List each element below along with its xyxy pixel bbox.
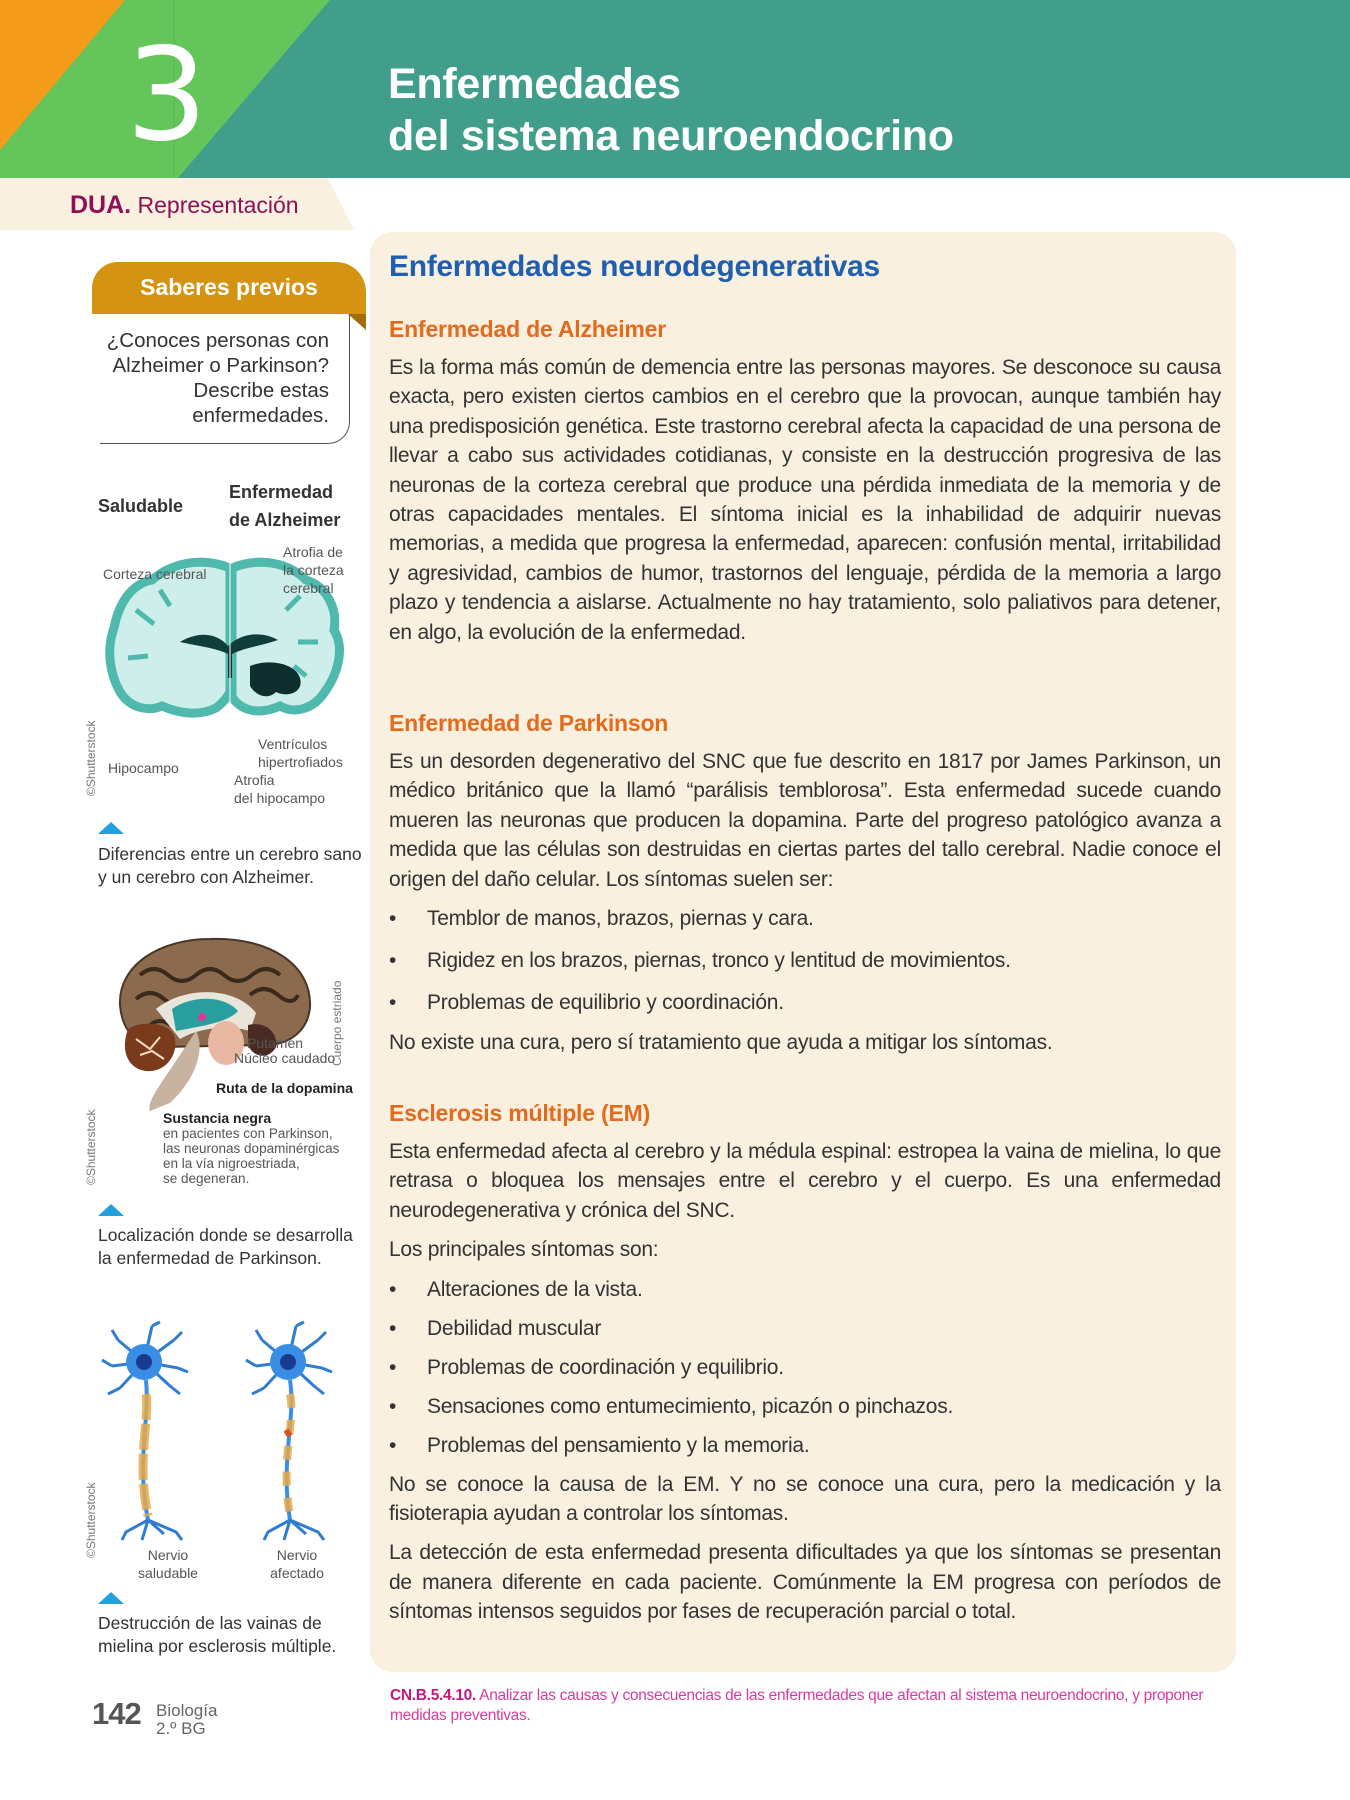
label-ventriculos-1: Ventrículos — [258, 736, 328, 752]
parkinson-figure-caption: Localización donde se desarrolla la enfermedad de Parkinson. — [98, 1225, 353, 1268]
chapter-number: 3 — [126, 21, 208, 170]
label-ruta-dopamina: Ruta de la dopamina — [216, 1080, 353, 1096]
esclerosis-section — [389, 1100, 1221, 1627]
grade-level: 2.º BG — [156, 1719, 206, 1738]
label-nervio-saludable-1: Nervio — [147, 1547, 189, 1563]
banner-stripes-decoration — [0, 0, 420, 178]
esclerosis-heading: Esclerosis múltiple (EM) — [389, 1100, 651, 1126]
esclerosis-paragraph: Esta enfermedad afecta al cerebro y la médula espinal: estropea la vaina de mielina, lo que retrasa o bloquea los mensajes entre el cerebro y el cuerpo. Es una enfermedad neurodegenerativa y crónica del SNC. — [389, 1140, 1221, 1222]
label-nervio-afectado-2: afectado — [270, 1565, 324, 1581]
list-item: • Sensaciones como entumecimiento, picazón o pinchazos. — [389, 1392, 1221, 1421]
caption-pointer-icon — [98, 1204, 124, 1216]
credit-shutterstock: ©Shutterstock — [84, 720, 98, 796]
label-sustancia-desc-3: en la vía nigroestriada, — [163, 1156, 300, 1171]
label-enfermedad-line2: de Alzheimer — [229, 510, 341, 530]
affected-neuron — [246, 1322, 332, 1540]
credit-shutterstock: ©Shutterstock — [84, 1482, 98, 1558]
label-nervio-saludable-2: saludable — [138, 1565, 198, 1581]
list-item: • Rigidez en los brazos, piernas, tronco y lentitud de movimientos. — [389, 946, 1221, 975]
parkinson-closing: No existe una cura, pero sí tratamiento que ayuda a mitigar los síntomas. — [389, 1031, 1053, 1055]
esclerosis-figure-caption: Destrucción de las vainas de mielina por esclerosis múltiple. — [98, 1613, 337, 1656]
list-item: • Temblor de manos, brazos, piernas y cara. — [389, 904, 1221, 933]
label-sustancia-negra: Sustancia negra — [163, 1110, 272, 1126]
credit-shutterstock: ©Shutterstock — [84, 1109, 98, 1185]
label-hipocampo: Hipocampo — [108, 760, 179, 776]
chapter-title-line1: Enfermedades — [388, 60, 681, 108]
standard-text: Analizar las causas y consecuencias de las enfermedades que afectan al sistema neuroendocrino, y proponer medidas preventivas. — [390, 1687, 1204, 1724]
list-item: • Debilidad muscular — [389, 1314, 1221, 1343]
question-line: ¿Conoces personas con — [106, 329, 329, 352]
esclerosis-symptoms-list — [389, 1275, 1221, 1460]
saberes-previos-box — [100, 314, 350, 444]
question-line: Describe estas — [193, 379, 329, 402]
curriculum-standard — [390, 1686, 1230, 1726]
label-ventriculos-2: hipertrofiados — [258, 754, 343, 770]
dua-label — [70, 191, 299, 220]
chapter-title-line2: del sistema neuroendocrino — [388, 112, 954, 160]
caption-pointer-icon — [98, 822, 124, 834]
label-sustancia-desc-1: en pacientes con Parkinson, — [163, 1126, 333, 1141]
neurons-myelin-illustration — [96, 1320, 356, 1560]
alzheimer-paragraph: Es la forma más común de demencia entre las personas mayores. Se desconoce su causa exacta, pero existen ciertos cambios en el cerebro que la provocan, aunque también hay una predisposición genética. Este trastorno cerebral afecta la capacidad de una persona de llevar a cabo sus actividades cotidianas, y consiste en la destrucción progresiva de las neuronas de la corteza cerebral que produce una pérdida inmediata de la memoria y de otras capacidades mentales. El síntoma inicial es la inhabilidad de adquirir nuevas memorias, a medida que progresa la enfermedad, aparecen: confusión mental, irritabilidad y agresividad, cambios de humor, trastornos del lenguaje, pérdida de la memoria a largo plazo y tendencia a aislarse. Actualmente no hay tratamiento, solo paliativos para detener, en algo, la evolución de la enfermedad. — [389, 356, 1221, 644]
section-title: Enfermedades neurodegenerativas — [389, 250, 880, 283]
parkinson-paragraph: Es un desorden degenerativo del SNC que fue descrito en 1817 por James Parkinson, un médico británico que la llamó “parálisis temblorosa”. Esta enfermedad sucede cuando mueren las neuronas que producen la dopamina. Parte del progreso patológico avanza a medida que las células son destruidas en ciertas partes del tallo cerebral. Nadie conoce el origen del daño celular. Los síntomas suelen ser: — [389, 750, 1221, 891]
label-cuerpo-estriado: Cuerpo estriado — [330, 980, 344, 1066]
esclerosis-symptoms-intro: Los principales síntomas son: — [389, 1238, 659, 1262]
list-item: • Alteraciones de la vista. — [389, 1275, 1221, 1304]
dua-bold: DUA. — [70, 191, 132, 219]
dua-strip — [0, 178, 355, 230]
caption-pointer-icon — [98, 1592, 124, 1604]
label-atrofia-corteza-2: la corteza — [283, 562, 344, 578]
alzheimer-heading: Enfermedad de Alzheimer — [389, 316, 667, 342]
healthy-neuron — [102, 1322, 188, 1540]
parkinson-symptoms-list — [389, 904, 1221, 1017]
parkinson-section — [389, 710, 1221, 1057]
esclerosis-paragraph-3: La detección de esta enfermedad presenta dificultades ya que los síntomas se presentan de manera diferente en cada paciente. Comúnmente la EM progresa con períodos de síntomas intensos seguidos por fases de recuperación parcial o total. — [389, 1541, 1221, 1624]
book-subject — [156, 1702, 217, 1738]
dua-representation: Representación — [137, 192, 299, 218]
label-corteza-cerebral: Corteza cerebral — [103, 566, 207, 582]
label-atrofia-corteza-3: cerebral — [283, 580, 334, 596]
parkinson-heading: Enfermedad de Parkinson — [389, 710, 669, 736]
question-line: enfermedades. — [192, 404, 329, 427]
question-line: Alzheimer o Parkinson? — [112, 354, 329, 377]
saberes-previos-tab — [92, 262, 366, 314]
main-content-card — [370, 232, 1236, 1672]
list-item: • Problemas del pensamiento y la memoria. — [389, 1431, 1221, 1460]
label-nervio-afectado-1: Nervio — [276, 1547, 318, 1563]
list-item: • Problemas de equilibrio y coordinación. — [389, 988, 1221, 1017]
chapter-banner — [0, 0, 1350, 178]
page-number: 142 — [92, 1696, 141, 1731]
esclerosis-paragraph-2: No se conoce la causa de la EM. Y no se conoce una cura, pero la medicación y la fisioterapia ayudan a controlar los síntomas. — [389, 1472, 1221, 1526]
label-enfermedad-line1: Enfermedad — [229, 482, 334, 502]
saberes-previos-question — [89, 328, 329, 428]
subject-name: Biología — [156, 1701, 218, 1720]
alzheimer-figure-caption: Diferencias entre un cerebro sano y un cerebro con Alzheimer. — [98, 844, 362, 887]
label-saludable: Saludable — [98, 496, 184, 516]
label-nucleo-caudado: Núcleo caudado — [234, 1050, 336, 1066]
saberes-previos-label: Saberes previos — [140, 274, 318, 300]
label-atrofia-hipocampo-2: del hipocampo — [234, 790, 326, 806]
label-atrofia-corteza-1: Atrofia de — [283, 544, 343, 560]
standard-code: CN.B.5.4.10. — [390, 1687, 476, 1704]
label-sustancia-desc-4: se degeneran. — [163, 1171, 250, 1186]
list-item: • Problemas de coordinación y equilibrio. — [389, 1353, 1221, 1382]
label-sustancia-desc-2: las neuronas dopaminérgicas — [163, 1141, 340, 1156]
chapter-title — [388, 58, 954, 162]
label-putamen: Putamen — [247, 1035, 304, 1051]
label-atrofia-hipocampo-1: Atrofia — [234, 772, 275, 788]
alzheimer-section — [389, 316, 1221, 647]
saberes-fold-decoration — [348, 314, 366, 330]
